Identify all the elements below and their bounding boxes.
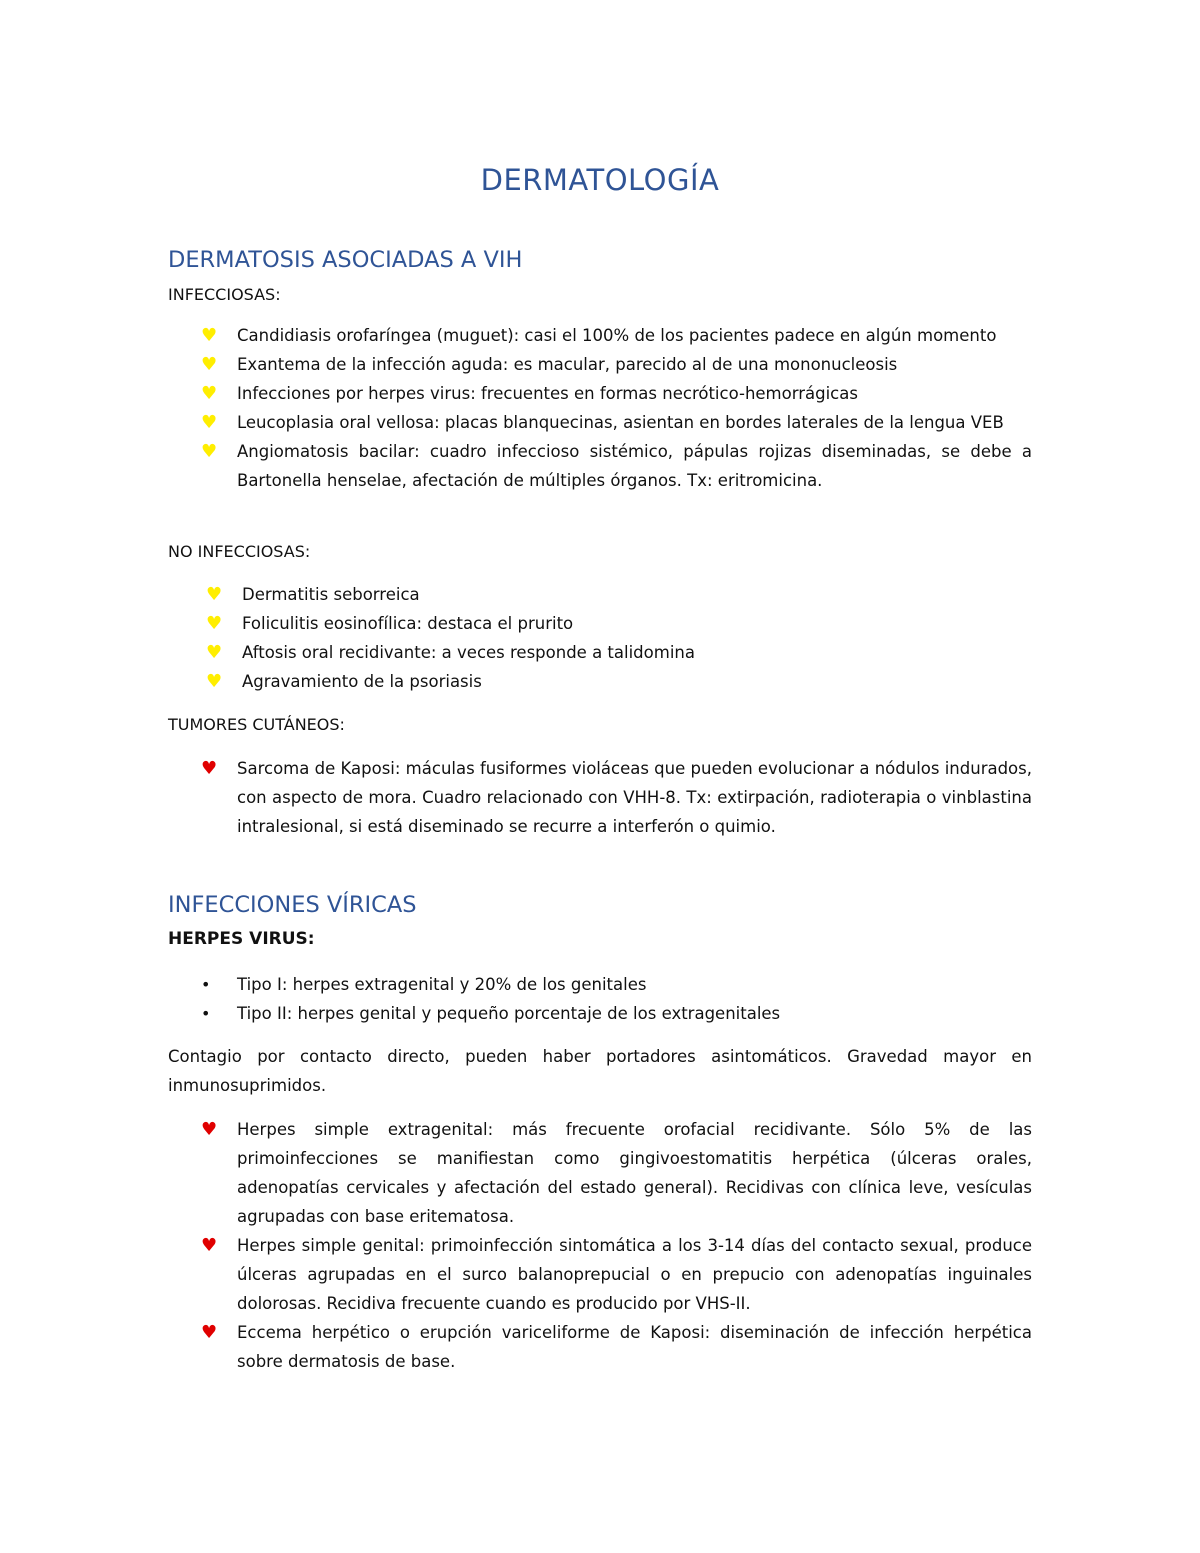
- list-item-text: Herpes simple extragenital: más frecuente orofacial recidivante. Sólo 5% de las primoinfecciones se manifiestan como gingivoestomatitis herpética (úlceras orales, adenopatías cervicales y afectación del estado general). Recidivas con clínica leve, vesículas agrupadas con base eritematosa.: [237, 1120, 1032, 1226]
- subsection-label-tumores: TUMORES CUTÁNEOS:: [168, 715, 345, 734]
- heart-bullet-icon: ♥: [206, 584, 223, 605]
- heart-bullet-icon: ♥: [201, 758, 218, 779]
- list-item: [168, 350, 1032, 379]
- list-item-text: Angiomatosis bacilar: cuadro infeccioso sistémico, pápulas rojizas diseminadas, se debe a Bartonella henselae, afectación de múltiples órganos. Tx: eritromicina.: [237, 442, 1032, 490]
- heart-bullet-icon: ♥: [201, 383, 218, 404]
- list-item-text: Agravamiento de la psoriasis: [242, 672, 482, 691]
- list-item: [168, 638, 1032, 667]
- list-item-text: Tipo II: herpes genital y pequeño porcentaje de los extragenitales: [237, 1004, 781, 1023]
- heart-bullet-icon: ♥: [201, 1119, 218, 1140]
- section-heading-dermatosis-vih: DERMATOSIS ASOCIADAS A VIH: [168, 247, 523, 273]
- list-item: [168, 437, 1032, 495]
- list-item: [168, 754, 1032, 841]
- tumores-list: [168, 754, 1032, 841]
- list-item-text: Herpes simple genital: primoinfección sintomática a los 3-14 días del contacto sexual, produce úlceras agrupadas en el surco balanoprepucial o en prepucio con adenopatías inguinales dolorosas. Recidiva frecuente cuando es producido por VHS-II.: [237, 1236, 1032, 1313]
- list-item-text: Dermatitis seborreica: [242, 585, 420, 604]
- list-item-text: Eccema herpético o erupción variceliforme de Kaposi: diseminación de infección herpética sobre dermatosis de base.: [237, 1323, 1032, 1371]
- heart-bullet-icon: ♥: [201, 1322, 218, 1343]
- heart-bullet-icon: ♥: [201, 412, 218, 433]
- list-item-text: Foliculitis eosinofílica: destaca el prurito: [242, 614, 574, 633]
- subsection-label-infecciosas: INFECCIOSAS:: [168, 285, 281, 304]
- heart-bullet-icon: ♥: [201, 1235, 218, 1256]
- heart-bullet-icon: ♥: [206, 671, 223, 692]
- list-item-text: Exantema de la infección aguda: es macular, parecido al de una mononucleosis: [237, 355, 898, 374]
- list-item: [168, 667, 1032, 696]
- list-item: [168, 580, 1032, 609]
- no-infecciosas-list: [168, 580, 1032, 696]
- list-item: [168, 970, 1032, 999]
- list-item-text: Aftosis oral recidivante: a veces responde a talidomina: [242, 643, 695, 662]
- herpes-detail-list: [168, 1115, 1032, 1376]
- subheading-herpes-virus: HERPES VIRUS:: [168, 929, 315, 949]
- dot-bullet-icon: •: [201, 975, 211, 994]
- list-item: [168, 1115, 1032, 1231]
- list-item-text: Tipo I: herpes extragenital y 20% de los genitales: [237, 975, 647, 994]
- heart-bullet-icon: ♥: [201, 325, 218, 346]
- section-heading-infecciones-viricas: INFECCIONES VÍRICAS: [168, 892, 417, 918]
- list-item: [168, 321, 1032, 350]
- heart-bullet-icon: ♥: [206, 613, 223, 634]
- contagio-paragraph: Contagio por contacto directo, pueden haber portadores asintomáticos. Gravedad mayor en inmunosuprimidos.: [168, 1047, 1032, 1095]
- dot-bullet-icon: •: [201, 1004, 211, 1023]
- list-item: [168, 999, 1032, 1028]
- list-item-text: Infecciones por herpes virus: frecuentes en formas necrótico-hemorrágicas: [237, 384, 858, 403]
- list-item-text: Leucoplasia oral vellosa: placas blanquecinas, asientan en bordes laterales de la lengua VEB: [237, 413, 1004, 432]
- list-item: [168, 1231, 1032, 1318]
- infecciosas-list: [168, 321, 1032, 495]
- heart-bullet-icon: ♥: [206, 642, 223, 663]
- list-item-text: Candidiasis orofaríngea (muguet): casi el 100% de los pacientes padece en algún momento: [237, 326, 997, 345]
- list-item: [168, 408, 1032, 437]
- subsection-label-no-infecciosas: NO INFECCIOSAS:: [168, 542, 311, 561]
- list-item: [168, 379, 1032, 408]
- document-title: DERMATOLOGÍA: [480, 163, 720, 197]
- list-item: [168, 1318, 1032, 1376]
- heart-bullet-icon: ♥: [201, 354, 218, 375]
- list-item-text: Sarcoma de Kaposi: máculas fusiformes violáceas que pueden evolucionar a nódulos indurados, con aspecto de mora. Cuadro relacionado con VHH-8. Tx: extirpación, radioterapia o vinblastina intralesional, si está diseminado se recurre a interferón o quimio.: [237, 759, 1032, 836]
- heart-bullet-icon: ♥: [201, 441, 218, 462]
- list-item: [168, 609, 1032, 638]
- herpes-types-list: [168, 970, 1032, 1028]
